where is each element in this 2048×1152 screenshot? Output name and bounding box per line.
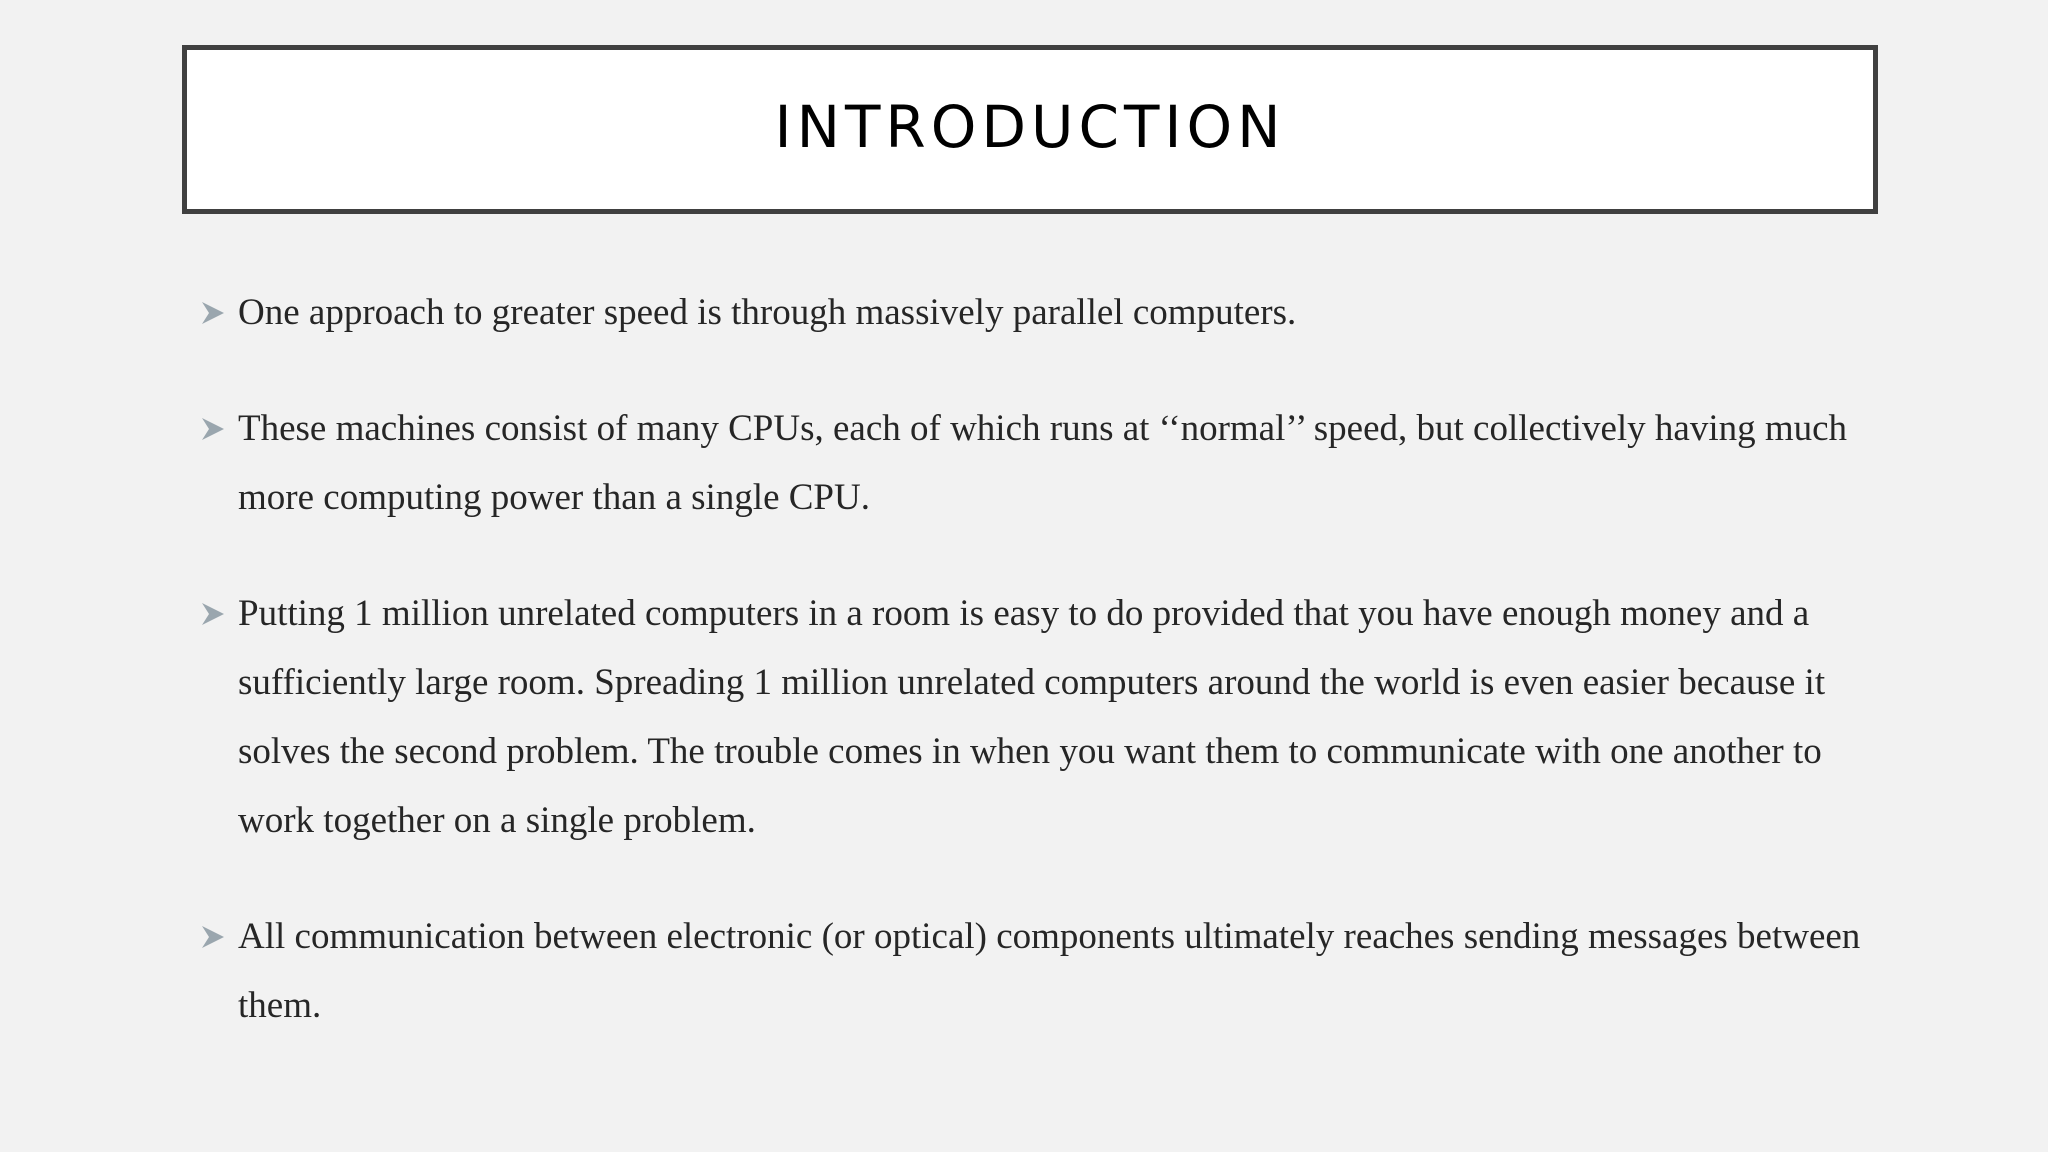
bullet-list	[200, 278, 1880, 1087]
arrowhead-bullet-icon	[200, 601, 226, 627]
bullet-text: One approach to greater speed is through massively parallel computers.	[238, 292, 1297, 333]
bullet-text: These machines consist of many CPUs, each of which runs at ‘‘normal’’ speed, but collectively having much more computing power than a single CPU.	[238, 408, 1848, 518]
bullet-item	[200, 278, 1880, 347]
title-box	[182, 45, 1878, 214]
arrowhead-bullet-icon	[200, 924, 226, 950]
bullet-item	[200, 902, 1880, 1040]
arrowhead-bullet-icon	[200, 300, 226, 326]
bullet-text: All communication between electronic (or optical) components ultimately reaches sending messages between them.	[238, 916, 1861, 1026]
arrowhead-bullet-icon	[200, 416, 226, 442]
bullet-item	[200, 394, 1880, 532]
bullet-item	[200, 579, 1880, 855]
slide-title: INTRODUCTION	[774, 92, 1286, 161]
bullet-text: Putting 1 million unrelated computers in a room is easy to do provided that you have enough money and a sufficiently large room. Spreading 1 million unrelated computers around the world is even easier because it solves the second problem. The trouble comes in when you want them to communicate with one another to work together on a single problem.	[238, 593, 1826, 841]
